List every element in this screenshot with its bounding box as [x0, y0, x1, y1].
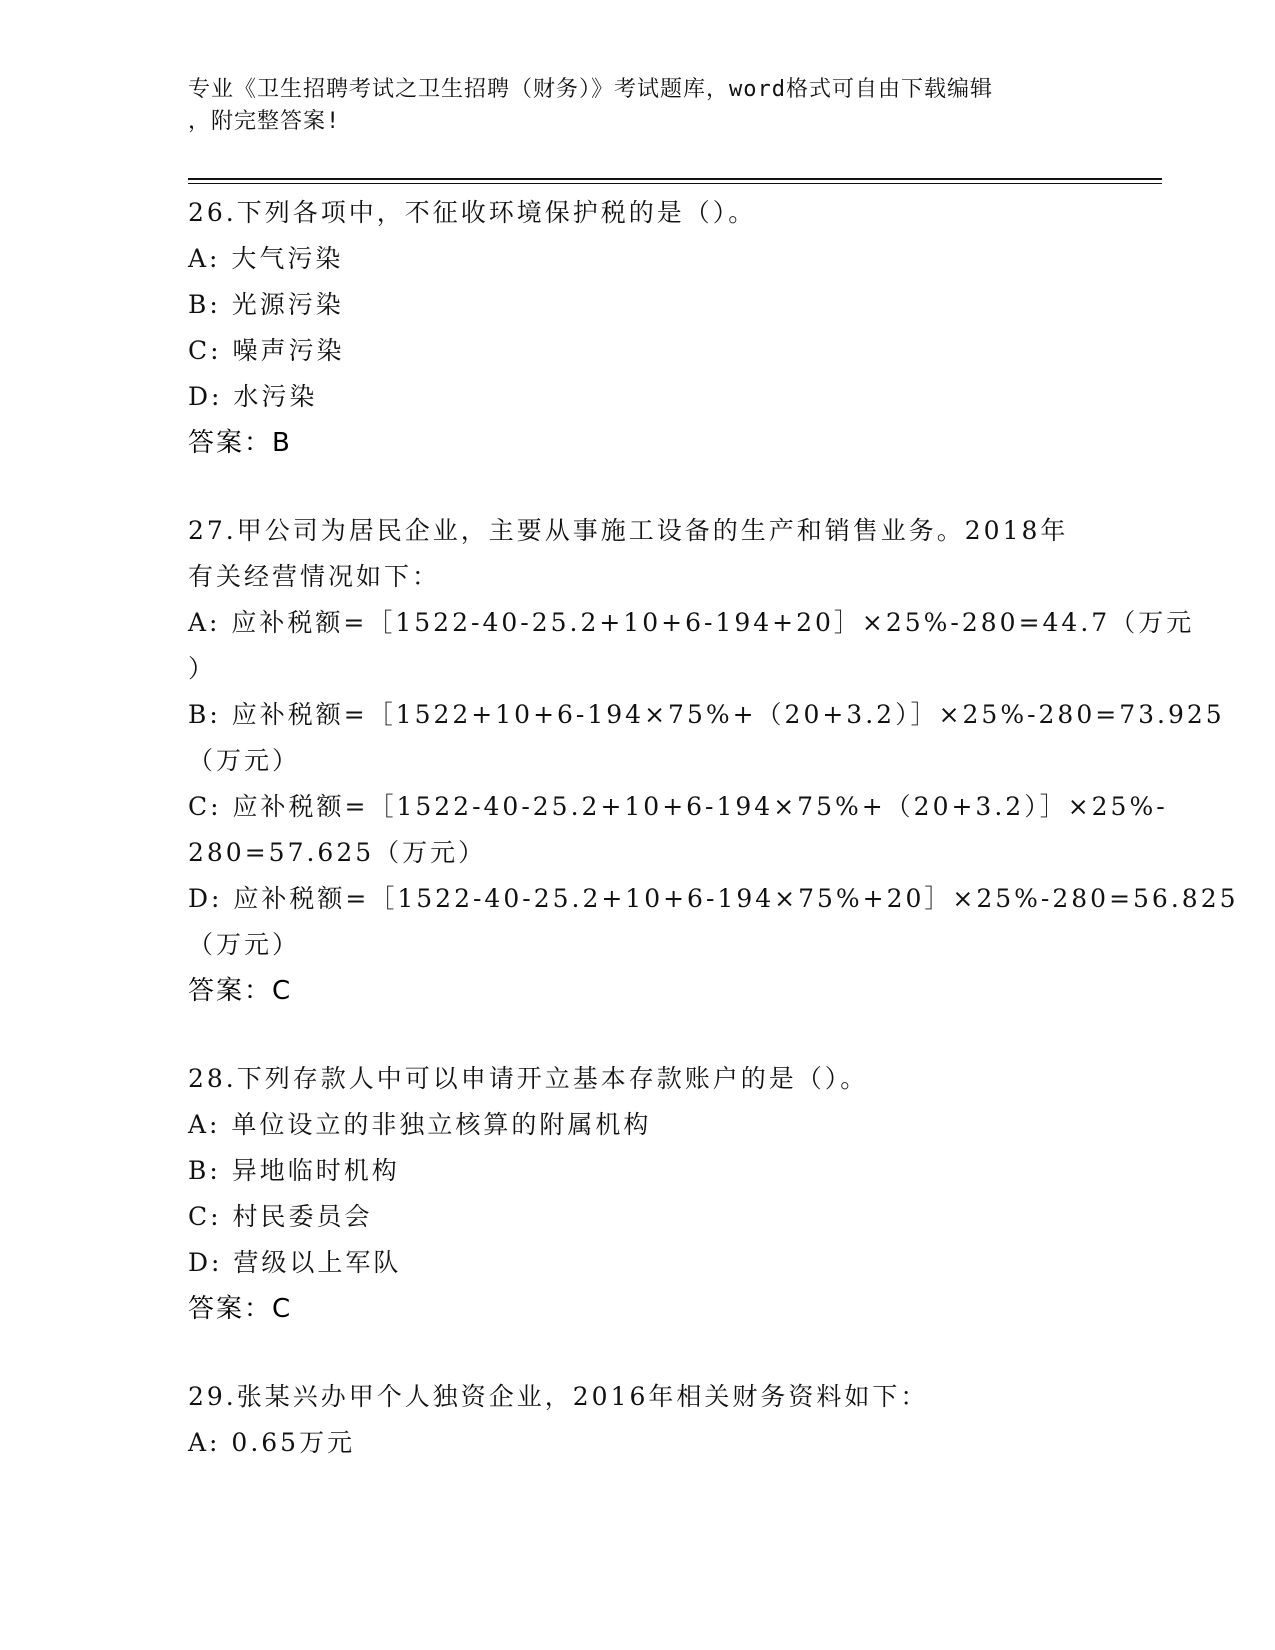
- question-stem-continued: 有关经营情况如下：: [188, 562, 441, 591]
- question-stem: 26.下列各项中，不征收环境保护税的是（）。: [188, 198, 757, 227]
- spacer: [188, 1014, 1088, 1056]
- option-d-continued: （万元）: [188, 930, 301, 959]
- option-b: B: 异地临时机构: [188, 1156, 400, 1185]
- question-27: [188, 508, 1239, 1014]
- question-list: [188, 190, 1239, 1466]
- spacer: [188, 466, 1088, 508]
- option-a: A: 0.65万元: [188, 1428, 356, 1457]
- option-c-continued: 280=57.625（万元）: [188, 838, 487, 867]
- option-d: D: 应补税额=［1522-40-25.2+10+6-194×75%+20］×25%-280=56.825: [188, 884, 1239, 913]
- option-c: C: 应补税额=［1522-40-25.2+10+6-194×75%+（20+3.2）］×25%-: [188, 792, 1168, 821]
- option-a: A: 单位设立的非独立核算的附属机构: [188, 1110, 652, 1139]
- question-stem: 29.张某兴办甲个人独资企业，2016年相关财务资料如下：: [188, 1382, 929, 1411]
- header-divider-thin: [188, 183, 1162, 184]
- option-c: C: 噪声污染: [188, 336, 345, 365]
- option-a: A: 应补税额=［1522-40-25.2+10+6-194+20］×25%-280=44.7（万元: [188, 608, 1195, 637]
- option-d: D: 水污染: [188, 382, 318, 411]
- spacer: [188, 1332, 1088, 1374]
- question-29: [188, 1374, 1088, 1466]
- option-c: C: 村民委员会: [188, 1202, 373, 1231]
- answer-label: 答案：C: [188, 1294, 293, 1324]
- question-stem: 28.下列存款人中可以申请开立基本存款账户的是（）。: [188, 1064, 869, 1093]
- question-28: [188, 1056, 1088, 1332]
- header-divider-thick: [188, 178, 1162, 180]
- option-b: B: 应补税额=［1522+10+6-194×75%+（20+3.2）］×25%-280=73.925: [188, 700, 1225, 729]
- option-b-continued: （万元）: [188, 746, 301, 775]
- header-line-1: 专业《卫生招聘考试之卫生招聘（财务）》考试题库，word格式可自由下载编辑: [188, 77, 993, 102]
- option-a: A: 大气污染: [188, 244, 344, 273]
- answer-label: 答案：C: [188, 976, 293, 1006]
- question-stem: 27.甲公司为居民企业，主要从事施工设备的生产和销售业务。2018年: [188, 516, 1069, 545]
- header-line-2: ，附完整答案!: [188, 109, 341, 134]
- answer-label: 答案：B: [188, 428, 292, 458]
- option-d: D: 营级以上军队: [188, 1248, 402, 1277]
- document-header: [188, 74, 1088, 138]
- question-26: [188, 190, 1088, 466]
- option-a-continued: ）: [188, 654, 217, 683]
- option-b: B: 光源污染: [188, 290, 344, 319]
